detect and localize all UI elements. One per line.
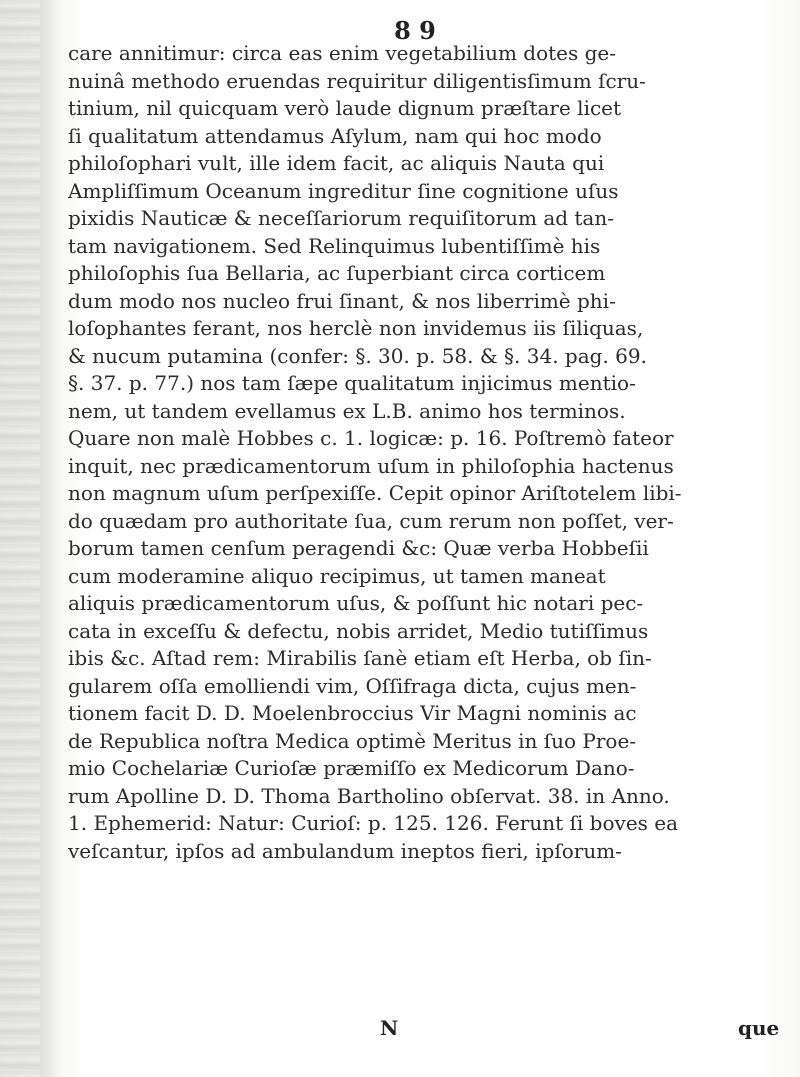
signature-mark: N <box>380 1016 399 1040</box>
text-line: pixidis Nauticæ & neceſſariorum requiſitorum ad tan- <box>68 206 614 230</box>
text-line: Ampliſſimum Oceanum ingreditur ſine cognitione uſus <box>68 178 619 203</box>
text-line: de Republica noſtra Medica optimè Meritus in ſuo Proe- <box>68 728 637 753</box>
text-line: gularem oſſa emolliendi vim, Oſſifraga dicta, cujus men- <box>68 673 637 698</box>
text-line: ſi qualitatum attendamus Aſylum, nam qui hoc modo <box>68 123 602 148</box>
text-line: aliquis prædicamentorum uſus, & poſſunt hic notari pec- <box>68 591 644 615</box>
text-line: tionem facit D. D. Moelenbroccius Vir Magni nominis ac <box>68 701 637 725</box>
text-line: philoſophari vult, ille idem facit, ac aliquis Nauta qui <box>68 151 605 175</box>
text-line: Quare non malè Hobbes c. 1. logicæ: p. 16. Poſtremò fateor <box>68 426 674 450</box>
text-line: 1. Ephemerid: Natur: Curioſ: p. 125. 126. Ferunt ſi boves ea <box>68 811 679 835</box>
text-line: tinium, nil quicquam verò laude dignum præſtare licet <box>68 96 622 120</box>
text-line: borum tamen cenſum peragendi &c: Quæ verba Hobbeſii <box>68 536 649 560</box>
page-left-edge-shadow <box>0 0 40 1077</box>
text-line: philoſophis ſua Bellaria, ac ſuperbiant circa corticem <box>68 261 606 285</box>
text-line: care annitimur: circa eas enim vegetabilium dotes ge- <box>68 41 617 65</box>
text-line: rum Apolline D. D. Thoma Bartholino obſervat. 38. in Anno. <box>68 783 670 808</box>
page-number: 8 9 <box>394 16 436 45</box>
body-text <box>68 40 780 865</box>
text-line: veſcantur, ipſos ad ambulandum ineptos fieri, ipſorum- <box>68 838 622 863</box>
text-line: nem, ut tandem evellamus ex L.B. animo hos terminos. <box>68 398 626 423</box>
text-line: inquit, nec prædicamentorum uſum in philoſophia hactenus <box>68 453 674 478</box>
text-line: & nucum putamina (confer: §. 30. p. 58. & §. 34. pag. 69. <box>68 343 647 368</box>
page-gutter-shadow <box>40 0 60 1077</box>
text-line: tam navigationem. Sed Relinquimus lubentiſſimè his <box>68 233 601 258</box>
catchword: que <box>738 1016 780 1040</box>
text-line: nuinâ methodo eruendas requiritur diligentisſimum ſcru- <box>68 68 646 93</box>
text-line: do quædam pro authoritate ſua, cum rerum non poſſet, ver- <box>68 508 674 533</box>
text-line: loſophantes ferant, nos herclè non invidemus iis ſiliquas, <box>68 316 644 340</box>
text-line: cata in exceſſu & defectu, nobis arridet, Medio tutiſſimus <box>68 618 649 643</box>
text-line: non magnum uſum perſpexiſſe. Cepit opinor Ariſtotelem libi- <box>68 481 682 505</box>
text-line: mio Cochelariæ Curioſæ præmiſſo ex Medicorum Dano- <box>68 756 635 780</box>
text-line: dum modo nos nucleo frui ſinant, & nos liberrimè phi- <box>68 288 616 313</box>
text-line: §. 37. p. 77.) nos tam ſæpe qualitatum injicimus mentio- <box>68 371 636 395</box>
text-line: cum moderamine aliquo recipimus, ut tamen maneat <box>68 563 606 588</box>
text-line: ibis &c. Aſtad rem: Mirabilis ſanè etiam eſt Herba, ob ſin- <box>68 646 652 670</box>
